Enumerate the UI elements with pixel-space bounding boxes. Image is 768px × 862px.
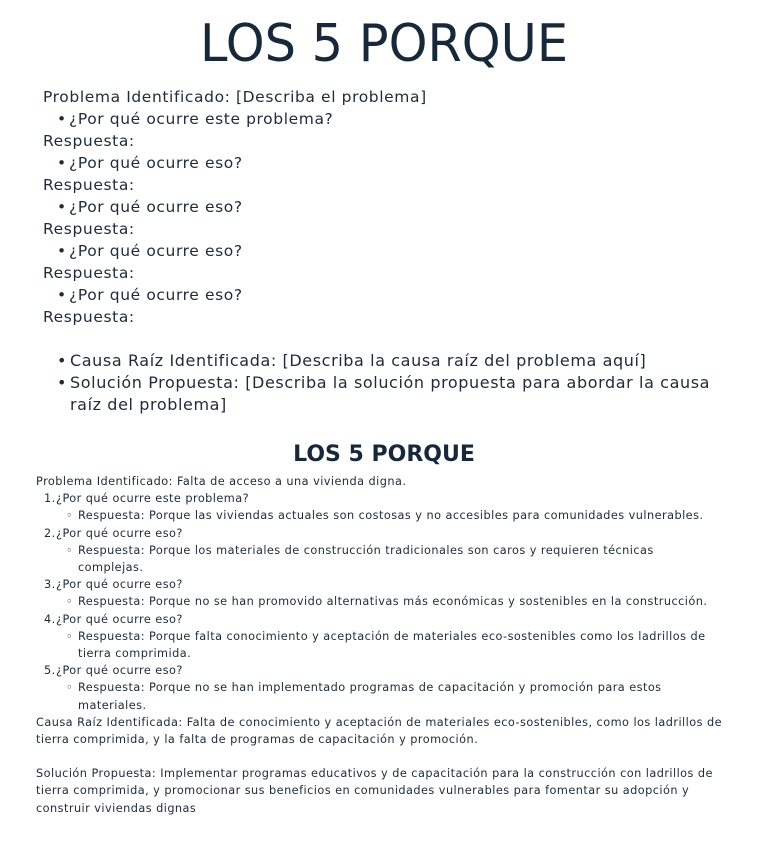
example-problem: Problema Identificado: Falta de acceso a una vivienda digna. bbox=[36, 475, 407, 488]
why-question-text: ¿Por qué ocurre eso? bbox=[56, 526, 183, 540]
why-question: • ¿Por qué ocurre eso? bbox=[43, 152, 733, 174]
why-question-text: ¿Por qué ocurre eso? bbox=[56, 578, 183, 592]
spacer bbox=[36, 748, 742, 765]
why-list-item bbox=[36, 525, 742, 577]
why-question bbox=[36, 525, 742, 542]
root-cause-line: • Causa Raíz Identificada: [Describa la causa raíz del problema aquí] bbox=[43, 350, 733, 372]
example-title: LOS 5 PORQUE bbox=[293, 442, 475, 467]
answer-label: Respuesta: bbox=[43, 132, 135, 150]
example-root-cause: Causa Raíz Identificada: Falta de conocimiento y aceptación de materiales eco-sostenibles, como los ladrillos de tierra comprimida, y la falta de programas de capacitación y promoción. bbox=[36, 715, 722, 747]
example-section bbox=[36, 473, 742, 817]
why-answer: ◦ Respuesta: Porque falta conocimiento y aceptación de materiales eco-sostenibles como los ladrillos de tierra comprimida. bbox=[36, 628, 742, 662]
why-answer: ◦ Respuesta: Porque los materiales de construcción tradicionales son caros y requieren técnicas complejas. bbox=[36, 542, 742, 576]
example-solution: Solución Propuesta: Implementar programas educativos y de capacitación para la construcción con ladrillos de tierra comprimida, y promocionar sus beneficios en comunidades vulnerables para fomentar su adopción y construir viviendas dignas bbox=[36, 767, 713, 815]
answer-label: Respuesta: bbox=[43, 308, 135, 326]
solution-line: • Solución Propuesta: [Describa la solución propuesta para abordar la causa raíz del problema] bbox=[43, 372, 733, 416]
spacer bbox=[43, 328, 733, 350]
why-question bbox=[36, 611, 742, 628]
why-list-item bbox=[36, 662, 742, 714]
why-question: • ¿Por qué ocurre eso? bbox=[43, 240, 733, 262]
why-list-item bbox=[36, 611, 742, 663]
why-question-text: ¿Por qué ocurre eso? bbox=[56, 612, 183, 626]
why-question bbox=[36, 576, 742, 593]
why-question: • ¿Por qué ocurre eso? bbox=[43, 196, 733, 218]
conclusion-list bbox=[43, 350, 733, 416]
why-list-item bbox=[36, 490, 742, 524]
why-number: 2. bbox=[44, 526, 56, 540]
answer-label: Respuesta: bbox=[43, 176, 135, 194]
why-question: • ¿Por qué ocurre eso? bbox=[43, 284, 733, 306]
why-list-item bbox=[36, 576, 742, 610]
example-whys-list bbox=[36, 490, 742, 714]
why-question-text: ¿Por qué ocurre eso? bbox=[56, 664, 183, 678]
why-number: 5. bbox=[44, 664, 56, 678]
answer-label: Respuesta: bbox=[43, 264, 135, 282]
answer-label: Respuesta: bbox=[43, 220, 135, 238]
why-question bbox=[36, 662, 742, 679]
why-number: 4. bbox=[44, 612, 56, 626]
why-answer: ◦ Respuesta: Porque no se han implementado programas de capacitación y promoción para estos materiales. bbox=[36, 679, 742, 713]
problem-line: Problema Identificado: [Describa el problema] bbox=[43, 88, 427, 106]
why-number: 3. bbox=[44, 578, 56, 592]
template-section bbox=[43, 86, 733, 416]
page-title: LOS 5 PORQUE bbox=[199, 14, 569, 74]
why-question-text: ¿Por qué ocurre este problema? bbox=[56, 492, 250, 506]
why-question bbox=[36, 490, 742, 507]
why-number: 1. bbox=[44, 492, 56, 506]
why-answer: ◦ Respuesta: Porque las viviendas actuales son costosas y no accesibles para comunidades vulnerables. bbox=[36, 507, 742, 524]
why-answer: ◦ Respuesta: Porque no se han promovido alternativas más económicas y sostenibles en la construcción. bbox=[36, 593, 742, 610]
why-question: • ¿Por qué ocurre este problema? bbox=[43, 108, 733, 130]
